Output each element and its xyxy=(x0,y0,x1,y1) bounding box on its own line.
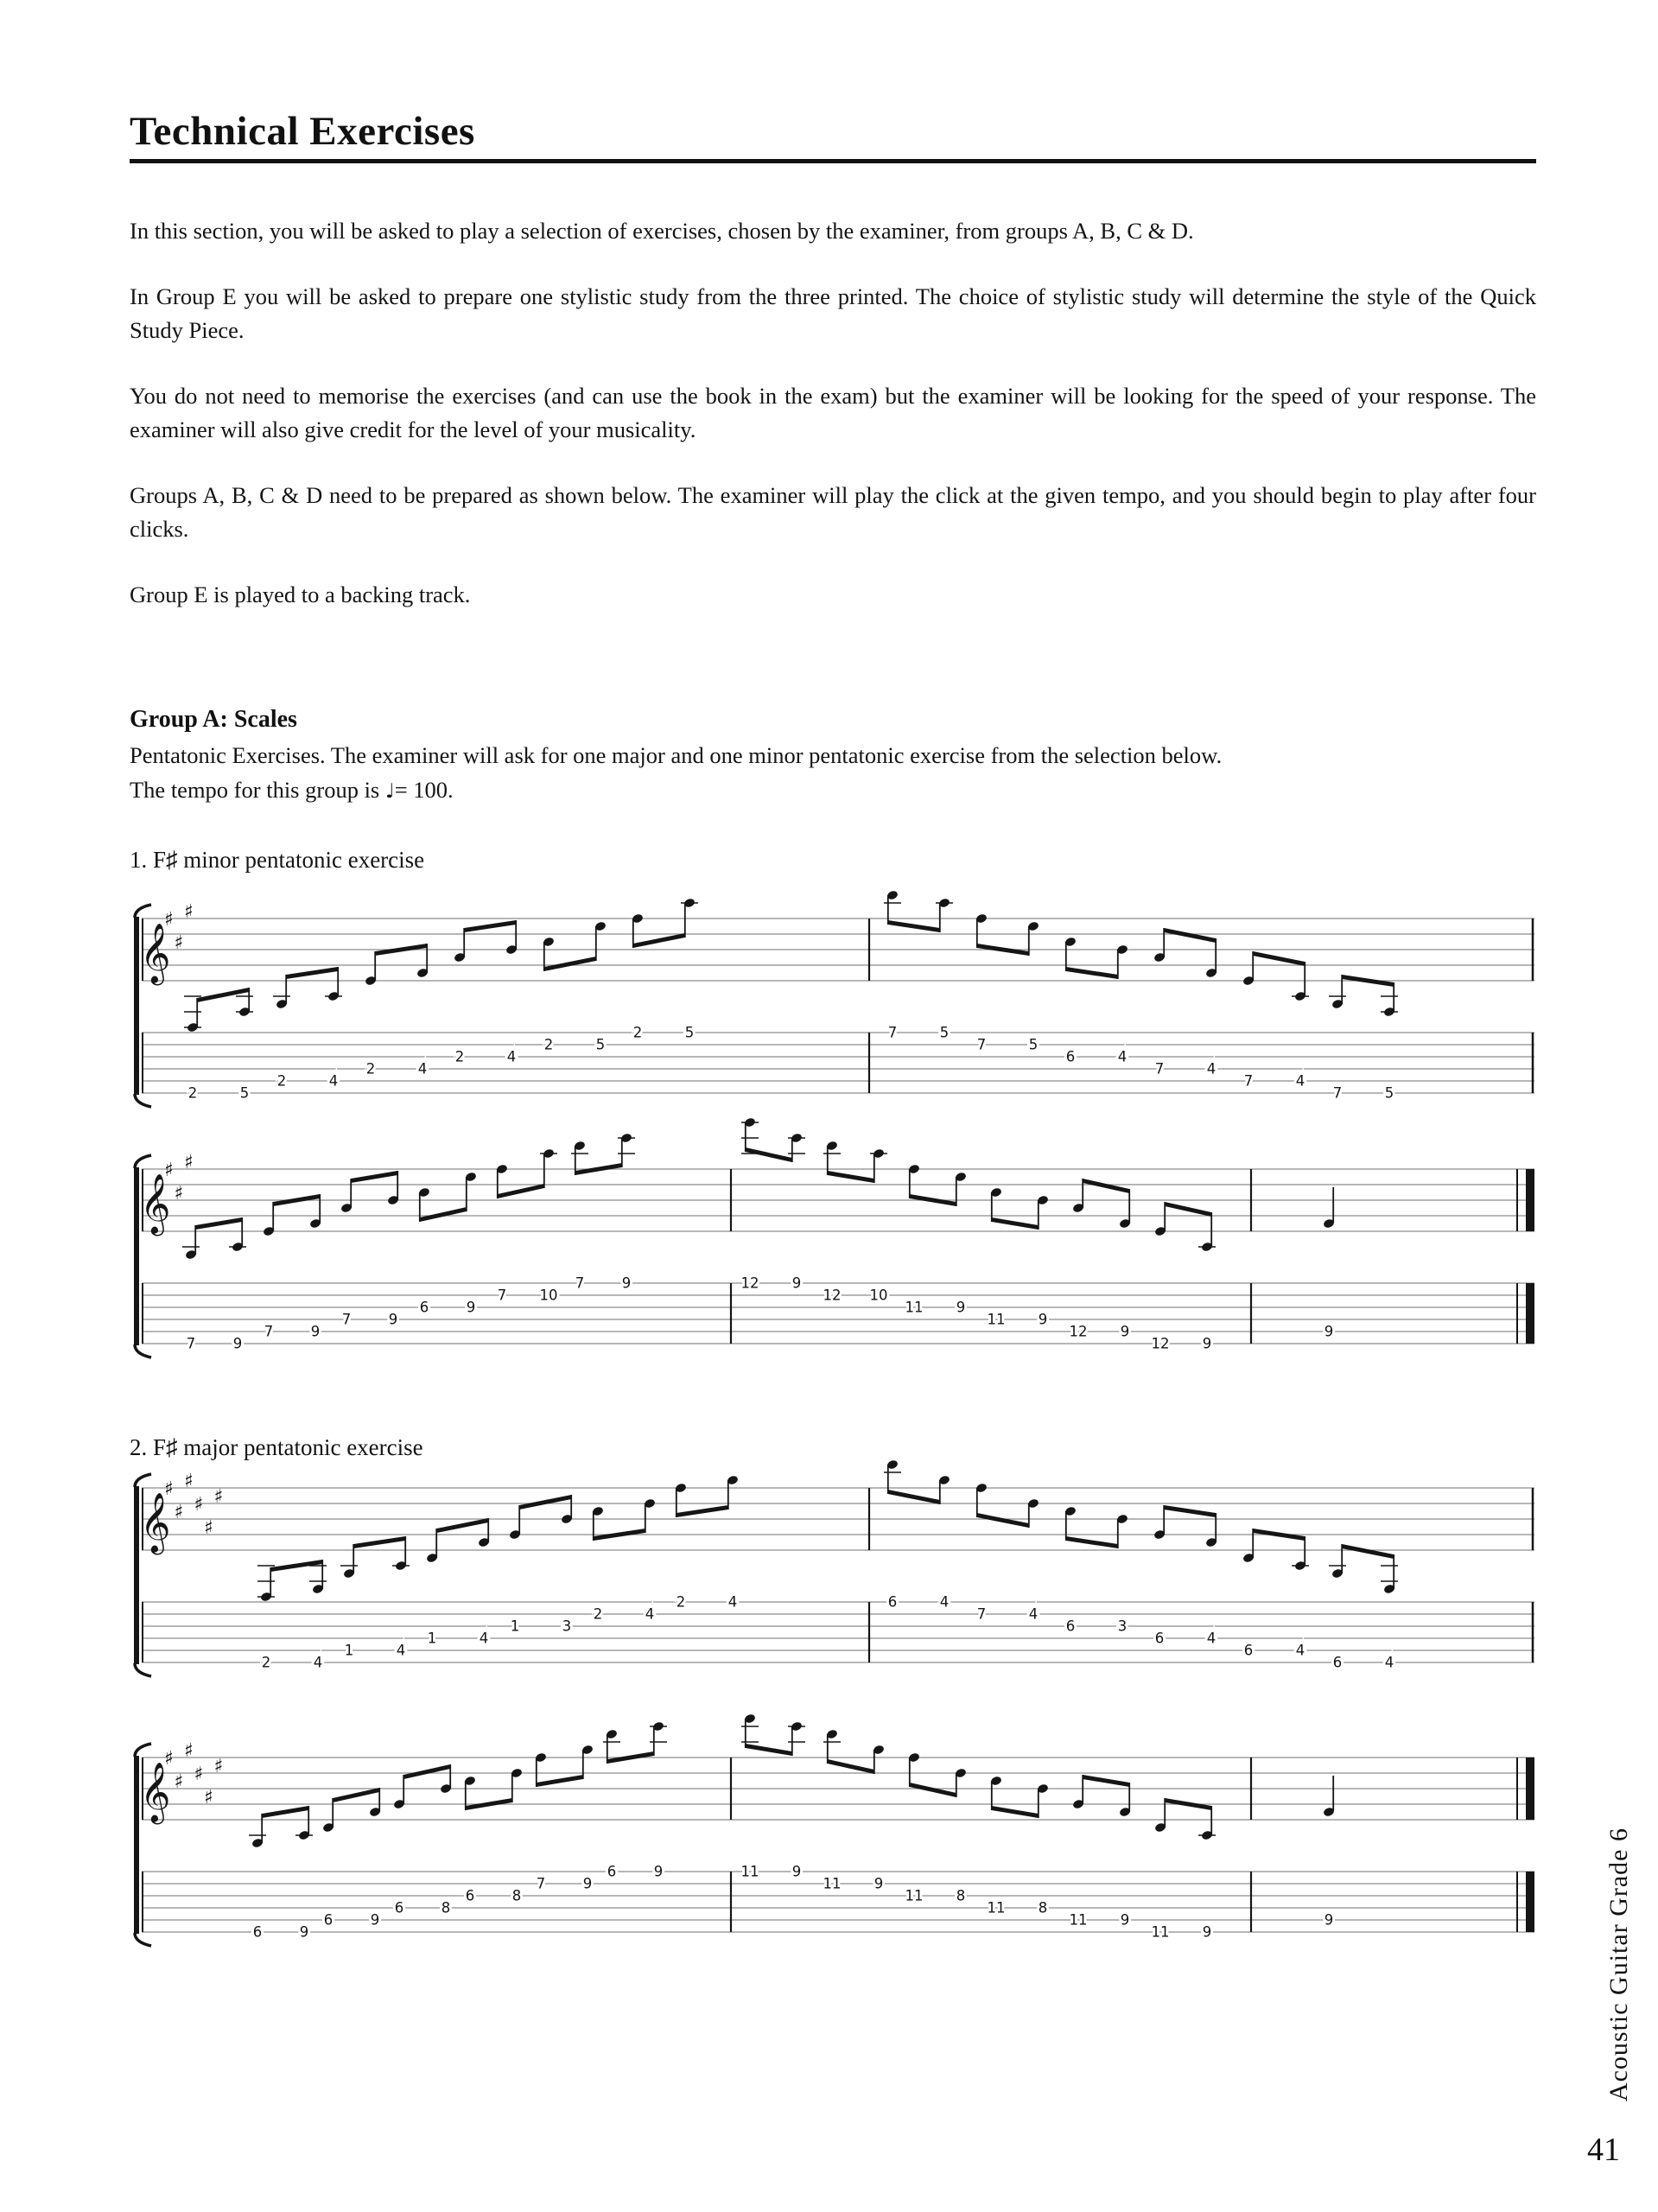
svg-text:7: 7 xyxy=(887,1024,898,1041)
svg-text:9: 9 xyxy=(1120,1323,1130,1340)
svg-text:11: 11 xyxy=(823,1875,842,1892)
svg-text:♯: ♯ xyxy=(164,1748,174,1770)
svg-text:6: 6 xyxy=(1332,1654,1343,1671)
svg-text:7: 7 xyxy=(1332,1084,1343,1102)
svg-text:11: 11 xyxy=(905,1299,924,1316)
svg-text:2: 2 xyxy=(276,1072,287,1090)
svg-text:4: 4 xyxy=(1028,1605,1039,1623)
svg-text:11: 11 xyxy=(740,1863,759,1880)
svg-text:4: 4 xyxy=(1295,1072,1305,1090)
svg-text:9: 9 xyxy=(1202,1923,1212,1941)
svg-text:4: 4 xyxy=(727,1593,738,1611)
svg-text:♯: ♯ xyxy=(184,1471,194,1492)
svg-text:1: 1 xyxy=(344,1642,354,1659)
exercise-1-label: 1. F♯ minor pentatonic exercise xyxy=(130,847,425,873)
svg-text:9: 9 xyxy=(370,1911,380,1929)
intro-paragraph-5: Group E is played to a backing track. xyxy=(130,582,471,607)
svg-text:9: 9 xyxy=(466,1299,476,1316)
svg-text:8: 8 xyxy=(441,1899,451,1916)
svg-text:♯: ♯ xyxy=(204,1787,213,1808)
svg-text:4: 4 xyxy=(417,1060,428,1077)
svg-text:6: 6 xyxy=(465,1887,475,1904)
svg-text:11: 11 xyxy=(1069,1911,1088,1929)
svg-text:4: 4 xyxy=(1206,1060,1217,1077)
svg-text:9: 9 xyxy=(956,1299,966,1316)
notation-system-ex2-line2 xyxy=(128,1702,1536,1961)
svg-text:11: 11 xyxy=(905,1887,924,1904)
svg-text:♯: ♯ xyxy=(164,909,174,931)
svg-text:♯: ♯ xyxy=(174,1502,184,1523)
svg-text:♯: ♯ xyxy=(164,1478,174,1500)
svg-text:9: 9 xyxy=(582,1875,593,1892)
svg-text:10: 10 xyxy=(869,1287,888,1304)
svg-text:2: 2 xyxy=(543,1036,554,1053)
title-rule xyxy=(130,159,1536,163)
svg-text:2: 2 xyxy=(676,1593,686,1611)
svg-text:4: 4 xyxy=(506,1048,517,1065)
svg-text:5: 5 xyxy=(939,1024,950,1041)
notation-system-ex1-line2 xyxy=(128,1114,1536,1373)
group-a-tempo-line xyxy=(130,772,1536,809)
page-number: 41 xyxy=(1587,2132,1620,2168)
svg-text:9: 9 xyxy=(653,1863,664,1880)
exercise-2-label: 2. F♯ major pentatonic exercise xyxy=(130,1434,423,1460)
svg-text:2: 2 xyxy=(261,1654,271,1671)
svg-text:11: 11 xyxy=(1151,1923,1170,1941)
svg-text:8: 8 xyxy=(1038,1899,1048,1916)
svg-text:2: 2 xyxy=(187,1084,198,1102)
svg-text:♯: ♯ xyxy=(184,1740,194,1762)
svg-text:6: 6 xyxy=(419,1299,429,1316)
svg-text:6: 6 xyxy=(252,1923,263,1941)
sidebar-edition-text: Acoustic Guitar Grade 6 xyxy=(1604,1827,1633,2101)
svg-text:♯: ♯ xyxy=(184,1152,194,1173)
svg-text:4: 4 xyxy=(328,1072,339,1090)
svg-text:9: 9 xyxy=(1324,1911,1334,1929)
svg-text:♯: ♯ xyxy=(213,1486,224,1508)
svg-text:4: 4 xyxy=(1384,1654,1394,1671)
svg-text:8: 8 xyxy=(956,1887,966,1904)
svg-text:5: 5 xyxy=(1028,1036,1039,1053)
svg-text:10: 10 xyxy=(539,1287,558,1304)
svg-text:6: 6 xyxy=(887,1593,898,1611)
svg-text:1: 1 xyxy=(427,1630,437,1647)
intro-paragraph-4: Groups A, B, C & D need to be prepared as shown below. The examiner will play the click at the given tempo, and you should begin to play after four clicks. xyxy=(130,482,1536,542)
svg-text:9: 9 xyxy=(1324,1323,1334,1340)
svg-text:11: 11 xyxy=(987,1899,1006,1916)
svg-text:8: 8 xyxy=(511,1887,522,1904)
svg-text:6: 6 xyxy=(1243,1642,1254,1659)
group-a-section xyxy=(130,702,1536,809)
svg-text:9: 9 xyxy=(388,1311,398,1328)
svg-text:5: 5 xyxy=(595,1036,606,1053)
svg-text:7: 7 xyxy=(976,1605,987,1623)
intro-paragraph-1: In this section, you will be asked to play a selection of exercises, chosen by the examiner, from groups A, B, C & D. xyxy=(130,218,1194,244)
svg-text:9: 9 xyxy=(621,1274,632,1292)
svg-text:5: 5 xyxy=(684,1024,695,1041)
svg-text:9: 9 xyxy=(1202,1335,1212,1352)
svg-text:9: 9 xyxy=(791,1274,802,1292)
group-a-body-line1: Pentatonic Exercises. The examiner will ask for one major and one minor pentatonic exercise from the selection below. xyxy=(130,742,1223,768)
svg-text:7: 7 xyxy=(341,1311,352,1328)
svg-text:7: 7 xyxy=(264,1323,274,1340)
intro-paragraph-2: In Group E you will be asked to prepare one stylistic study from the three printed. The choice of stylistic study will determine the style of the Quick Study Piece. xyxy=(130,283,1536,343)
svg-text:4: 4 xyxy=(645,1605,655,1623)
svg-text:6: 6 xyxy=(1065,1048,1076,1065)
svg-text:7: 7 xyxy=(976,1036,987,1053)
svg-text:12: 12 xyxy=(823,1287,842,1304)
page-title: Technical Exercises xyxy=(130,109,475,155)
notation-system-ex2-line1 xyxy=(128,1433,1536,1692)
svg-text:9: 9 xyxy=(873,1875,884,1892)
svg-text:9: 9 xyxy=(1038,1311,1048,1328)
svg-text:♯: ♯ xyxy=(204,1517,213,1539)
svg-text:9: 9 xyxy=(299,1923,309,1941)
svg-text:4: 4 xyxy=(1206,1630,1217,1647)
svg-text:♯: ♯ xyxy=(174,932,184,954)
svg-text:𝄞: 𝄞 xyxy=(140,1762,171,1822)
svg-text:4: 4 xyxy=(1295,1642,1305,1659)
svg-text:5: 5 xyxy=(1384,1084,1394,1102)
svg-text:♯: ♯ xyxy=(184,901,194,923)
svg-text:9: 9 xyxy=(1120,1911,1130,1929)
svg-text:4: 4 xyxy=(479,1630,489,1647)
svg-text:3: 3 xyxy=(562,1618,572,1635)
svg-text:12: 12 xyxy=(1151,1335,1170,1352)
svg-text:7: 7 xyxy=(536,1875,546,1892)
svg-text:♯: ♯ xyxy=(174,1771,184,1793)
svg-text:2: 2 xyxy=(365,1060,376,1077)
svg-text:2: 2 xyxy=(454,1048,465,1065)
svg-text:7: 7 xyxy=(575,1274,585,1292)
svg-text:9: 9 xyxy=(310,1323,321,1340)
quarter-note-icon: ♩ xyxy=(384,780,395,803)
svg-text:♯: ♯ xyxy=(194,1494,204,1516)
svg-text:11: 11 xyxy=(987,1311,1006,1328)
tempo-value: = 100. xyxy=(394,777,454,803)
svg-text:♯: ♯ xyxy=(164,1160,174,1181)
svg-text:6: 6 xyxy=(394,1899,404,1916)
svg-text:4: 4 xyxy=(939,1593,950,1611)
svg-text:4: 4 xyxy=(396,1642,406,1659)
group-a-heading: Group A: Scales xyxy=(130,706,297,733)
svg-text:𝄞: 𝄞 xyxy=(140,1173,171,1234)
svg-text:7: 7 xyxy=(1154,1060,1165,1077)
svg-text:6: 6 xyxy=(607,1863,617,1880)
svg-text:7: 7 xyxy=(1243,1072,1254,1090)
svg-text:6: 6 xyxy=(323,1911,334,1929)
svg-text:6: 6 xyxy=(1154,1630,1165,1647)
svg-text:♯: ♯ xyxy=(194,1764,204,1785)
svg-text:9: 9 xyxy=(232,1335,243,1352)
intro-section xyxy=(130,214,1536,644)
svg-text:7: 7 xyxy=(497,1287,507,1304)
svg-text:5: 5 xyxy=(239,1084,250,1102)
svg-text:7: 7 xyxy=(186,1335,196,1352)
intro-paragraph-3: You do not need to memorise the exercises (and can use the book in the exam) but the examiner will be looking for the speed of your response. The examiner will also give credit for the level of your musicality. xyxy=(130,383,1536,442)
notation-system-ex1-line1 xyxy=(128,863,1536,1122)
svg-text:♯: ♯ xyxy=(174,1183,184,1205)
svg-text:12: 12 xyxy=(1069,1323,1088,1340)
svg-text:♯: ♯ xyxy=(213,1756,224,1777)
svg-text:1: 1 xyxy=(510,1618,520,1635)
svg-text:2: 2 xyxy=(632,1024,643,1041)
svg-text:2: 2 xyxy=(593,1605,603,1623)
svg-text:𝄞: 𝄞 xyxy=(140,923,171,983)
svg-text:12: 12 xyxy=(740,1274,759,1292)
svg-text:𝄞: 𝄞 xyxy=(140,1492,171,1553)
svg-text:9: 9 xyxy=(791,1863,802,1880)
svg-text:4: 4 xyxy=(1117,1048,1128,1065)
tempo-prefix: The tempo for this group is xyxy=(130,777,385,803)
svg-text:4: 4 xyxy=(313,1654,323,1671)
svg-text:6: 6 xyxy=(1065,1618,1076,1635)
svg-text:3: 3 xyxy=(1117,1618,1128,1635)
